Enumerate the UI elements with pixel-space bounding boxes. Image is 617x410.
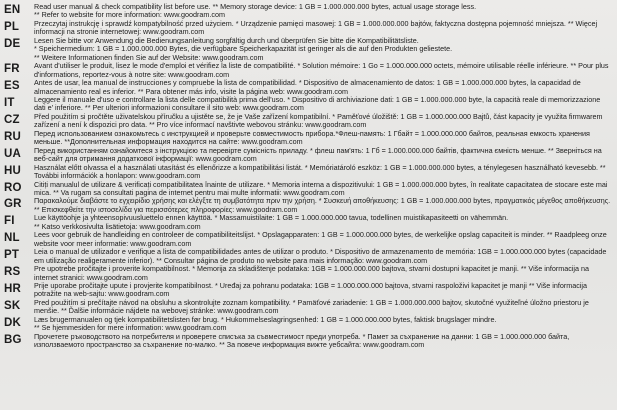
language-code: CZ bbox=[4, 113, 20, 126]
language-code: PT bbox=[4, 249, 20, 262]
language-code: FI bbox=[4, 215, 15, 228]
entry-en bbox=[4, 3, 613, 20]
entry-text: Használat előtt olvassa el a használati utasítást és ellenőrizze a kompatibilitási listát. * Memóriatároló eszköz: 1 GB = 1.000.000.000 bytes, a ténylegesen használható kevesebb. ** További információk a honlapon: www.goodram.com bbox=[34, 163, 606, 181]
language-code: RU bbox=[4, 130, 22, 143]
entry-text: Leia o manual de utilizador e verifique a lista de compatibilidades antes de utilizar o produto. * Dispositivo de armazenamento de memória: 1GB = 1.000.000.000 bytes (capacidade em utilização realigeramente inferior). ** Consultar página de produto no website para mais informação: www.goodram.com bbox=[34, 248, 607, 265]
entry-sk bbox=[4, 299, 613, 316]
language-code: EN bbox=[4, 4, 21, 16]
entry-text: Pred použitím si prečítajte návod na obsluhu a skontrolujte zoznam kompatibility. * Pamäťové zariadenie: 1 GB = 1.000.000.000 bajtov, skutočné využiteľné úložno priestoru je menšie. ** Ďalšie informácie nájdete na webovej stránke: www.goodram.com bbox=[34, 298, 589, 316]
entry-cz bbox=[4, 113, 613, 130]
entry-text: Lees voor gebruik de handleiding en controleer de compatibiliteitslijst. * Opslagapparaten: 1 GB = 1.000.000.000 bytes, de werkelijke opslag capaciteit is minder. ** Raadpleeg onze website voor meer informatie: www.goodram.com bbox=[34, 231, 607, 248]
entry-text: Leggere il manuale d'uso e controllare la lista delle compatibilità prima dell'uso. * Dispositivo di archiviazione dati: 1 GB = 1.000.000.000 byte, la capacità reale di memorizzazione dati e' inferiore. ** Per ulteriori informazioni consultare il sito web: www.goodram.com bbox=[34, 95, 601, 113]
entry-text: Citiți manualul de utilizare & verificați compatibilitatea înainte de utilizare. * Memoria interna a dispozitivului: 1 GB = 1.000.000.000 bytes, în realitate capacitatea de stocare este mai mica. ** Va rugam sa consultati pagina de internet pentru mai multe informatii: www.goodram.com bbox=[34, 180, 608, 197]
language-code: ES bbox=[4, 80, 20, 93]
entry-text: Pre upotrebe pročitajte i proverite kompatibilnost. * Memorija za skladištenje podataka: 1GB = 1.000.000.000 bajtova, stvarni dostupni kapacitet je manji. ** Više informacija na internet stranici: www.goodram.com bbox=[34, 265, 590, 282]
entry-dk bbox=[4, 316, 613, 333]
language-code: BG bbox=[4, 333, 22, 346]
language-code: RS bbox=[4, 266, 21, 279]
entry-text: Read user manual & check compatibility list before use. ** Memory storage device: 1 GB = 1.000.000.000 bytes, actual usage storage less. ** Refer to website for more information: www.goodram.com bbox=[34, 3, 477, 20]
entry-text: Avant d'utiliser le produit, lisez le mode d'emploi et vérifiez la liste de compatibilité. * Solution mémoire: 1 Go = 1.000.000.000 octets, mémoire utilisable réelle inférieure. ** Pour plus d'informations, reportez-vous à notre site: www.goodram.com bbox=[34, 62, 609, 79]
entry-text: Перед использованием ознакомьтесь с инструкцией и проверьте совместимость прибора.*Флеш-память: 1 Гбайт = 1.000.000.000 байтов, реальная емкость хранения меньше. **Дополнительная информация находится на сайте: www.goodram.com bbox=[34, 129, 590, 147]
entry-text: Prije uporabe pročitajte upute i provjerite kompatibilnost. * Uređaj za pohranu podataka: 1GB = 1.000.000.000 bajtova, stvarni raspoloživi kapacitet je manji ** Više informacija potražite na web-sajtu: www.goodram.com bbox=[34, 281, 588, 299]
entry-gr bbox=[4, 197, 613, 214]
entry-hu bbox=[4, 164, 613, 181]
entry-text: Παρακαλούμε διαβάστε το εγχειρίδιο χρήσης και ελέγξτε τη συμβατότητα πριν την χρήση. * Συσκευή αποθήκευσης: 1 GB = 1.000.000.000 bytes, πραγματικός μέγεθος αποθήκευσης. ** Επισκεφθείτε την ιστοσελίδα για περισσότερες πληροφορίες: www.goodram.com bbox=[34, 197, 611, 214]
entry-rs bbox=[4, 265, 613, 282]
entry-ro bbox=[4, 181, 613, 198]
entry-es bbox=[4, 79, 613, 96]
language-code: SK bbox=[4, 299, 21, 312]
entry-text: Před použitím si pročtěte uživatelskou příručku a ujistěte se, že je Vaše zařízení kompatibilní. * Paměťové úložiště: 1 GB = 1.000.000.000 Bajtů, část kapacity je využita firmwarem zařízení a není k dispozici pro data. ** Pro více informací navštivte webovou stránku: www.goodram.com bbox=[34, 112, 603, 130]
language-code: NL bbox=[4, 232, 20, 245]
entry-de bbox=[4, 37, 613, 62]
language-code: HU bbox=[4, 164, 22, 177]
language-code: IT bbox=[4, 96, 15, 109]
entry-bg bbox=[4, 333, 613, 350]
entry-ua bbox=[4, 147, 613, 164]
entry-pt bbox=[4, 248, 613, 265]
entry-pl bbox=[4, 20, 613, 37]
entry-text: Прочетете ръководството на потребителя и проверете списъка за съвместимост преди употреба. * Памет за съхранение на данни: 1 GB = 1.000.000.000 байта, използваемото пространство за съхранение по-малко. ** За повече информация вижте уебсайта: www.goodram.com bbox=[34, 332, 570, 350]
language-code: DE bbox=[4, 37, 21, 50]
language-code: UA bbox=[4, 147, 22, 160]
language-code: FR bbox=[4, 63, 20, 76]
entry-fr bbox=[4, 62, 613, 79]
entry-text: Antes de usar, lea manual de instrucciones y compruebe la lista de compatibilidad. * Dispositivo de almacenamiento de datos: 1 GB = 1.000.000.000 bytes, la capacidad de almacenamiento real es inferior. ** Para obtener más info, visite la página web: www.goodram.com bbox=[34, 79, 581, 96]
entry-fi bbox=[4, 214, 613, 231]
language-code: DK bbox=[4, 316, 22, 329]
entry-text: Lesen Sie bitte vor Anwendung die Bedienungsanleitung sorgfältig durch und überprüfen Sie bitte die Kompatibilitätsliste. * Speichermedium: 1 GB = 1.000.000.000 Bytes, die verfügbare Speicherkapazität ist geringer als die auf den Produkten geliestete. ** Weitere Informationen finden Sie auf der Website: www.goodram.com bbox=[34, 36, 453, 62]
language-code: RO bbox=[4, 181, 22, 194]
entry-ru bbox=[4, 130, 613, 147]
entry-text: Lue käyttöohje ja yhteensopivuusluettelo ennen käyttöä. * Massamuistilaite: 1 GB = 1.000.000.000 tavua, todellinen muistikapasiteetti on vähemmän. ** Katso verkkosivulta lisätietoja: www.goodram.com bbox=[34, 214, 509, 231]
language-code: PL bbox=[4, 20, 20, 33]
entry-hr bbox=[4, 282, 613, 299]
entry-nl bbox=[4, 231, 613, 248]
entry-text: Læs brugermanualen og tjek kompatibilitetslisten før brug. * Hukommelseslagringsenhed: 1 GB = 1.000.000.000 bytes, faktisk brugslager mindre. ** Se hjemmesiden for mere information: www.goodram.com bbox=[34, 315, 497, 333]
entry-text: Перед використанням ознайомтеся з інструкцією та перевірте сумісність приладу. * флеш пам'ять: 1 Гб = 1.000.000.000 байтів, фактична ємність менше. ** Зверніться на веб-сайт для отримання додаткової інформації: www.goodram.com bbox=[34, 146, 602, 164]
entry-it bbox=[4, 96, 613, 113]
entry-text: Przeczytaj instrukcję i sprawdź kompatybilność przed użyciem. * Urządzenie pamięci masowej: 1 GB = 1.000.000.000 bajtów, faktyczna dostępna pojemność mniejsza. ** Więcej informacji na stronie internetowej: www.goodram.com bbox=[34, 19, 598, 37]
language-code: GR bbox=[4, 198, 22, 211]
language-code: HR bbox=[4, 282, 22, 295]
